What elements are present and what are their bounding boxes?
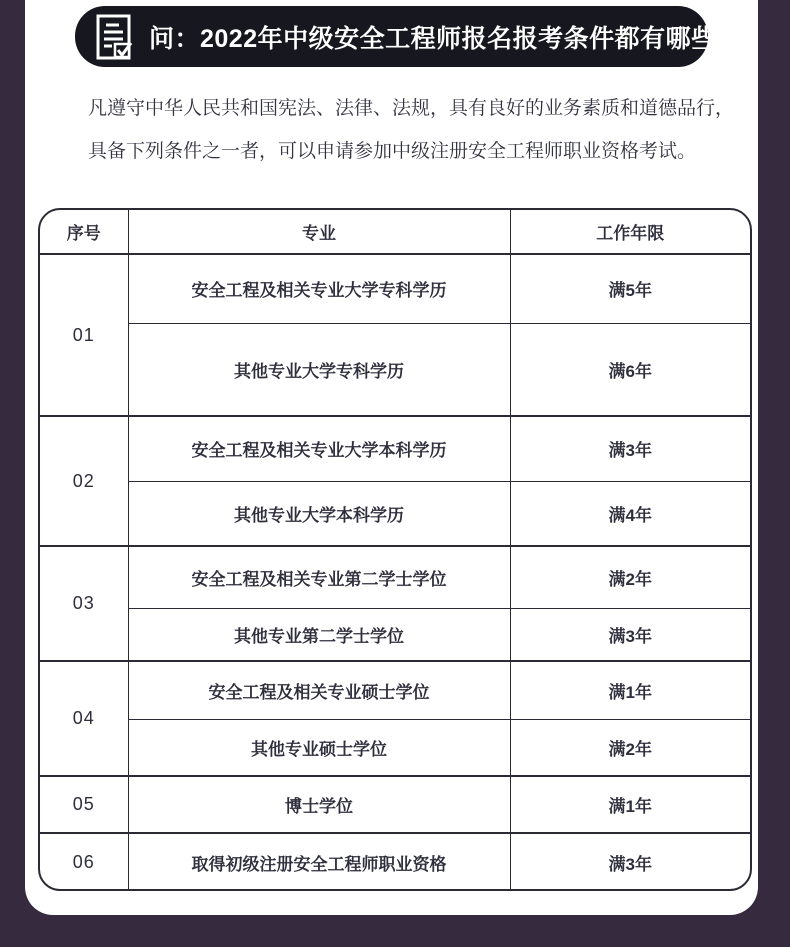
major-cell: 安全工程及相关专业第二学士学位 [128, 546, 510, 608]
table-row [40, 719, 750, 776]
major-cell: 其他专业大学专科学历 [128, 323, 510, 416]
question-title: 问：2022年中级安全工程师报名报考条件都有哪些？ [149, 24, 743, 53]
column-header-major: 专业 [128, 210, 510, 254]
requirements-table [38, 208, 752, 891]
group-number-cell: 06 [40, 833, 128, 891]
document-check-icon [94, 13, 136, 61]
major-cell: 安全工程及相关专业大学专科学历 [128, 254, 510, 323]
table-row [40, 833, 750, 891]
group-number-cell: 02 [40, 416, 128, 546]
years-cell: 满3年 [510, 416, 750, 481]
table-row [40, 776, 750, 833]
major-cell: 其他专业硕士学位 [128, 719, 510, 776]
years-cell: 满3年 [510, 833, 750, 891]
years-cell: 满5年 [510, 254, 750, 323]
years-cell: 满3年 [510, 608, 750, 661]
major-cell: 安全工程及相关专业大学本科学历 [128, 416, 510, 481]
group-number-cell: 01 [40, 254, 128, 416]
question-header [75, 6, 743, 67]
table-header-row [40, 210, 750, 254]
table-row [40, 416, 750, 481]
major-cell: 取得初级注册安全工程师职业资格 [128, 833, 510, 891]
group-number-cell: 05 [40, 776, 128, 833]
table-row [40, 608, 750, 661]
group-number-cell: 04 [40, 661, 128, 776]
table-row [40, 481, 750, 546]
column-header-number: 序号 [40, 210, 128, 254]
group-number-cell: 03 [40, 546, 128, 661]
major-cell: 博士学位 [128, 776, 510, 833]
table-row [40, 661, 750, 719]
major-cell: 其他专业大学本科学历 [128, 481, 510, 546]
column-header-years: 工作年限 [510, 210, 750, 254]
table-row [40, 254, 750, 323]
years-cell: 满6年 [510, 323, 750, 416]
intro-paragraph [88, 87, 735, 173]
table-row [40, 323, 750, 416]
content-panel [25, 0, 758, 915]
intro-line-1: 凡遵守中华人民共和国宪法、法律、法规，具有良好的业务素质和道德品行， [88, 98, 735, 119]
major-cell: 安全工程及相关专业硕士学位 [128, 661, 510, 719]
table-row [40, 546, 750, 608]
intro-line-2: 具备下列条件之一者，可以申请参加中级注册安全工程师职业资格考试。 [88, 141, 697, 162]
years-cell: 满2年 [510, 719, 750, 776]
years-cell: 满1年 [510, 661, 750, 719]
years-cell: 满2年 [510, 546, 750, 608]
years-cell: 满4年 [510, 481, 750, 546]
years-cell: 满1年 [510, 776, 750, 833]
major-cell: 其他专业第二学士学位 [128, 608, 510, 661]
